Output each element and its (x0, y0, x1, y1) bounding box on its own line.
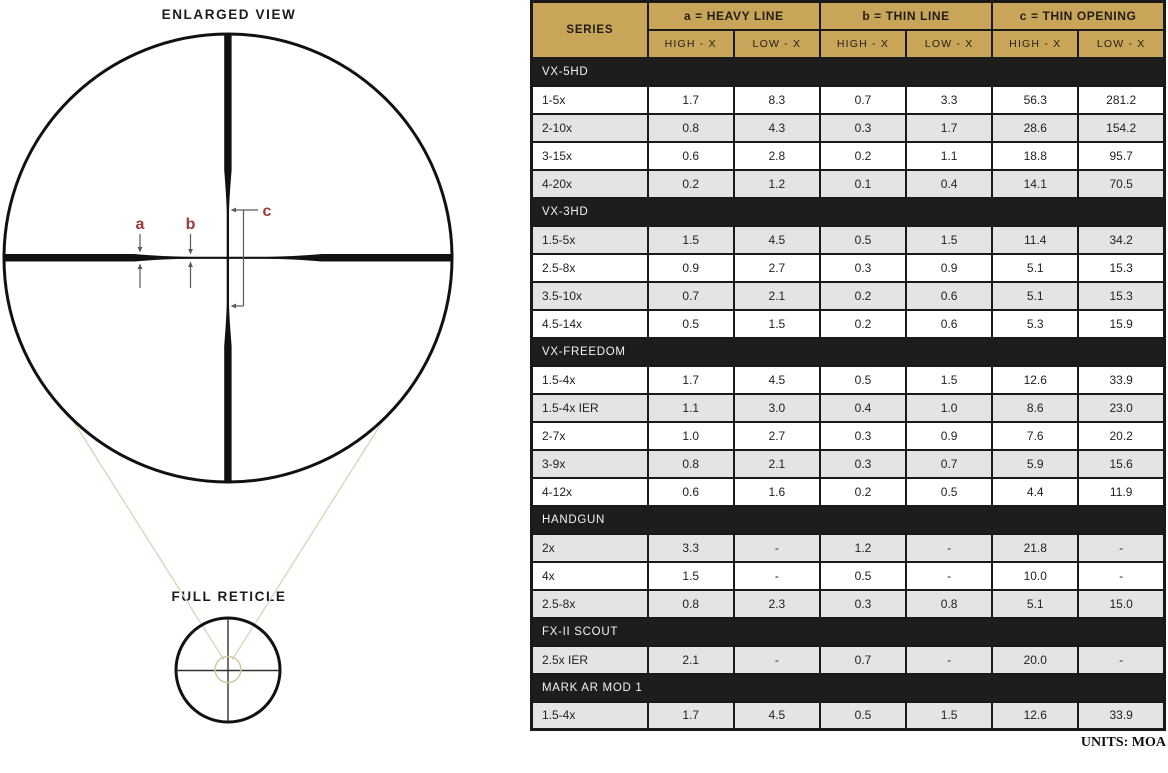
section-band-row (532, 58, 1165, 86)
value-cell: 1.6 (734, 478, 820, 506)
value-cell: 2.3 (734, 590, 820, 618)
value-cell: 281.2 (1078, 86, 1164, 114)
value-cell: 0.6 (648, 142, 734, 170)
series-cell: 1-5x (532, 86, 648, 114)
section-name: FX-II SCOUT (532, 618, 1165, 646)
full-reticle-title: FULL RETICLE (171, 589, 287, 604)
value-cell: 0.7 (820, 646, 906, 674)
value-cell: 0.5 (820, 226, 906, 254)
table-row (532, 702, 1165, 730)
value-cell: 0.6 (648, 478, 734, 506)
value-cell: - (1078, 534, 1164, 562)
value-cell: 8.6 (992, 394, 1078, 422)
value-cell: 20.0 (992, 646, 1078, 674)
value-cell: 0.7 (820, 86, 906, 114)
value-cell: 1.5 (734, 310, 820, 338)
value-cell: 0.3 (820, 254, 906, 282)
value-cell: 0.2 (820, 478, 906, 506)
section-name: VX-5HD (532, 58, 1165, 86)
value-cell: 5.1 (992, 282, 1078, 310)
value-cell: 11.4 (992, 226, 1078, 254)
section-name: VX-3HD (532, 198, 1165, 226)
series-cell: 1.5-4x (532, 366, 648, 394)
value-cell: 18.8 (992, 142, 1078, 170)
value-cell: 12.6 (992, 366, 1078, 394)
high-x-header: HIGH - X (992, 30, 1078, 58)
value-cell: 0.7 (648, 282, 734, 310)
value-cell: 1.0 (648, 422, 734, 450)
value-cell: 0.4 (906, 170, 992, 198)
value-cell: 0.5 (820, 366, 906, 394)
label-b: b (185, 216, 196, 233)
low-x-header: LOW - X (1078, 30, 1164, 58)
value-cell: 0.9 (906, 254, 992, 282)
value-cell: 0.6 (906, 310, 992, 338)
value-cell: 0.4 (820, 394, 906, 422)
value-cell: 1.5 (906, 226, 992, 254)
value-cell: 0.8 (648, 114, 734, 142)
value-cell: 1.5 (648, 226, 734, 254)
value-cell: - (734, 646, 820, 674)
value-cell: 5.1 (992, 590, 1078, 618)
value-cell: 15.9 (1078, 310, 1164, 338)
value-cell: 1.1 (648, 394, 734, 422)
reticle-diagram-svg (0, 0, 530, 768)
value-cell: 33.9 (1078, 702, 1164, 730)
value-cell: 14.1 (992, 170, 1078, 198)
value-cell: 0.9 (906, 422, 992, 450)
value-cell: 2.1 (734, 282, 820, 310)
series-cell: 2x (532, 534, 648, 562)
value-cell: 0.3 (820, 590, 906, 618)
value-cell: - (734, 534, 820, 562)
value-cell: 7.6 (992, 422, 1078, 450)
value-cell: 1.0 (906, 394, 992, 422)
value-cell: 0.8 (648, 590, 734, 618)
value-cell: 0.1 (820, 170, 906, 198)
value-cell: 2.8 (734, 142, 820, 170)
value-cell: 8.3 (734, 86, 820, 114)
series-cell: 3-15x (532, 142, 648, 170)
series-cell: 1.5-5x (532, 226, 648, 254)
value-cell: 28.6 (992, 114, 1078, 142)
value-cell: 1.7 (648, 702, 734, 730)
value-cell: 0.2 (820, 310, 906, 338)
value-cell: 5.9 (992, 450, 1078, 478)
value-cell: 3.3 (906, 86, 992, 114)
label-b-group (186, 216, 196, 288)
series-cell: 1.5-4x (532, 702, 648, 730)
value-cell: - (906, 534, 992, 562)
table-row (532, 646, 1165, 674)
table-row (532, 282, 1165, 310)
value-cell: 15.3 (1078, 282, 1164, 310)
table-row (532, 142, 1165, 170)
value-cell: 0.9 (648, 254, 734, 282)
value-cell: 0.8 (906, 590, 992, 618)
enlarged-view-title: ENLARGED VIEW (161, 7, 297, 22)
table-row (532, 86, 1165, 114)
thin-line-group-header: b = THIN LINE (820, 2, 992, 30)
series-cell: 4-20x (532, 170, 648, 198)
spec-table-area (530, 0, 1168, 751)
value-cell: 0.6 (906, 282, 992, 310)
value-cell: 4.5 (734, 226, 820, 254)
value-cell: 20.2 (1078, 422, 1164, 450)
value-cell: - (1078, 646, 1164, 674)
value-cell: 0.2 (648, 170, 734, 198)
table-row (532, 366, 1165, 394)
table-row (532, 450, 1165, 478)
value-cell: 10.0 (992, 562, 1078, 590)
table-row (532, 310, 1165, 338)
low-x-header: LOW - X (734, 30, 820, 58)
value-cell: 1.5 (906, 702, 992, 730)
value-cell: 1.2 (820, 534, 906, 562)
series-cell: 2.5x IER (532, 646, 648, 674)
table-row (532, 114, 1165, 142)
series-cell: 2.5-8x (532, 590, 648, 618)
series-cell: 4x (532, 562, 648, 590)
reticle-diagram (0, 0, 530, 768)
section-band-row (532, 674, 1165, 702)
value-cell: 3.0 (734, 394, 820, 422)
thin-opening-group-header: c = THIN OPENING (992, 2, 1164, 30)
value-cell: 15.3 (1078, 254, 1164, 282)
value-cell: 0.5 (648, 310, 734, 338)
value-cell: 70.5 (1078, 170, 1164, 198)
low-x-header: LOW - X (906, 30, 992, 58)
value-cell: 2.1 (734, 450, 820, 478)
value-cell: 0.5 (820, 562, 906, 590)
value-cell: 0.5 (906, 478, 992, 506)
table-row (532, 170, 1165, 198)
table-row (532, 562, 1165, 590)
value-cell: - (906, 562, 992, 590)
value-cell: 2.1 (648, 646, 734, 674)
series-cell: 2-10x (532, 114, 648, 142)
high-x-header: HIGH - X (648, 30, 734, 58)
label-a-group (136, 216, 145, 288)
value-cell: 12.6 (992, 702, 1078, 730)
value-cell: 4.5 (734, 366, 820, 394)
value-cell: 21.8 (992, 534, 1078, 562)
value-cell: 2.7 (734, 422, 820, 450)
table-row (532, 226, 1165, 254)
label-c: c (262, 203, 272, 220)
value-cell: 4.3 (734, 114, 820, 142)
series-cell: 3.5-10x (532, 282, 648, 310)
value-cell: 15.0 (1078, 590, 1164, 618)
table-row (532, 394, 1165, 422)
value-cell: 34.2 (1078, 226, 1164, 254)
value-cell: 4.5 (734, 702, 820, 730)
series-cell: 3-9x (532, 450, 648, 478)
table-row (532, 422, 1165, 450)
section-band-row (532, 198, 1165, 226)
series-cell: 2-7x (532, 422, 648, 450)
value-cell: 1.1 (906, 142, 992, 170)
value-cell: 0.8 (648, 450, 734, 478)
full-reticle-group (176, 618, 280, 722)
series-cell: 4.5-14x (532, 310, 648, 338)
value-cell: 11.9 (1078, 478, 1164, 506)
value-cell: 4.4 (992, 478, 1078, 506)
value-cell: 154.2 (1078, 114, 1164, 142)
value-cell: 1.5 (648, 562, 734, 590)
section-band-row (532, 338, 1165, 366)
value-cell: 33.9 (1078, 366, 1164, 394)
label-c-group (231, 203, 272, 308)
units-note: UNITS: MOA (1080, 735, 1166, 750)
series-cell: 2.5-8x (532, 254, 648, 282)
value-cell: - (1078, 562, 1164, 590)
value-cell: 0.3 (820, 450, 906, 478)
value-cell: 3.3 (648, 534, 734, 562)
value-cell: 15.6 (1078, 450, 1164, 478)
value-cell: 0.7 (906, 450, 992, 478)
value-cell: 56.3 (992, 86, 1078, 114)
value-cell: 1.7 (648, 86, 734, 114)
value-cell: 5.1 (992, 254, 1078, 282)
section-band-row (532, 618, 1165, 646)
value-cell: 0.3 (820, 422, 906, 450)
value-cell: 95.7 (1078, 142, 1164, 170)
value-cell: - (734, 562, 820, 590)
label-a: a (135, 216, 145, 233)
series-column-header: SERIES (532, 2, 648, 58)
heavy-line-group-header: a = HEAVY LINE (648, 2, 820, 30)
series-cell: 4-12x (532, 478, 648, 506)
value-cell: 23.0 (1078, 394, 1164, 422)
value-cell: 0.2 (820, 142, 906, 170)
table-header (532, 2, 1165, 58)
value-cell: 0.2 (820, 282, 906, 310)
section-name: VX-FREEDOM (532, 338, 1165, 366)
value-cell: - (906, 646, 992, 674)
series-cell: 1.5-4x IER (532, 394, 648, 422)
value-cell: 1.2 (734, 170, 820, 198)
high-x-header: HIGH - X (820, 30, 906, 58)
table-row (532, 254, 1165, 282)
value-cell: 0.3 (820, 114, 906, 142)
value-cell: 2.7 (734, 254, 820, 282)
section-band-row (532, 506, 1165, 534)
value-cell: 5.3 (992, 310, 1078, 338)
value-cell: 1.7 (648, 366, 734, 394)
value-cell: 1.5 (906, 366, 992, 394)
table-row (532, 478, 1165, 506)
table-row (532, 590, 1165, 618)
section-name: HANDGUN (532, 506, 1165, 534)
value-cell: 1.7 (906, 114, 992, 142)
reticle-spec-table (530, 0, 1166, 731)
value-cell: 0.5 (820, 702, 906, 730)
section-name: MARK AR MOD 1 (532, 674, 1165, 702)
table-body (532, 58, 1165, 730)
table-row (532, 534, 1165, 562)
